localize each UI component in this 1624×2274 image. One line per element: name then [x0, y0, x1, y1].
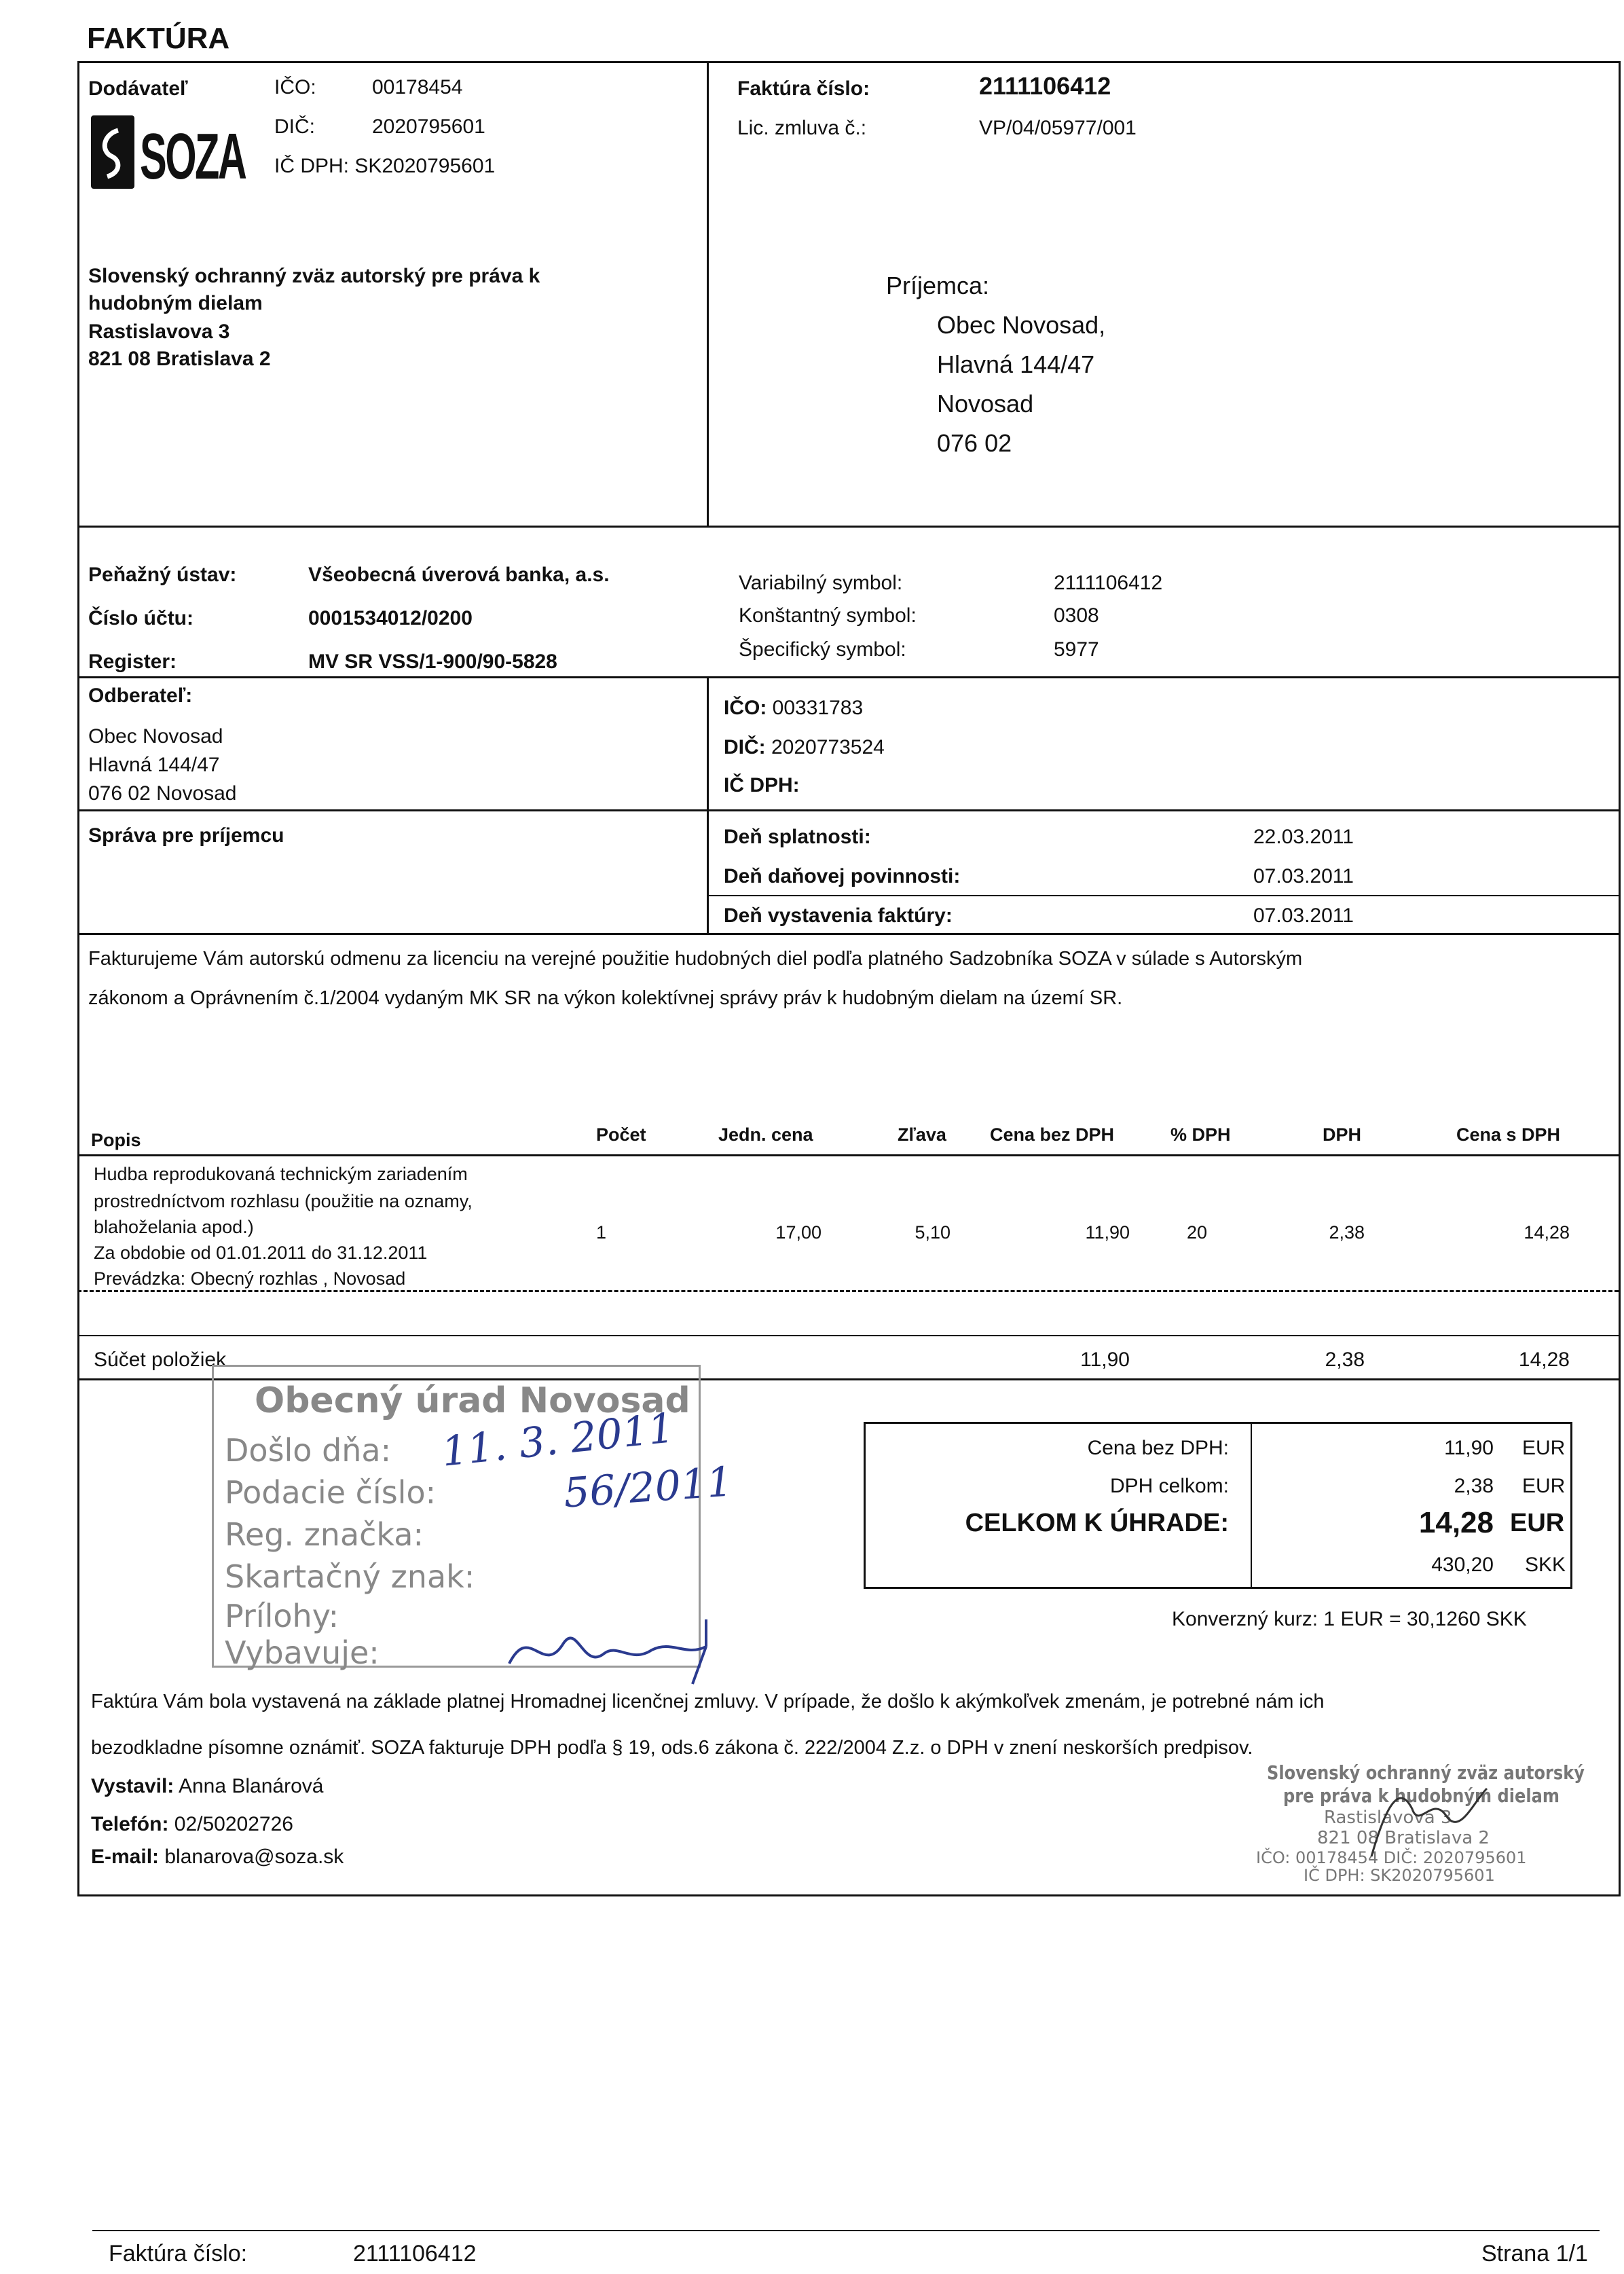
- issued-by-label: Vystavil:: [91, 1775, 174, 1797]
- stamp-office-name: Obecný úrad Novosad: [255, 1380, 690, 1421]
- due-date: 22.03.2011: [1253, 826, 1354, 848]
- company-stamp-line: pre práva k hudobným dielam: [1283, 1784, 1560, 1807]
- item-desc-line: prostredníctvom rozhlasu (použitie na oznamy,: [94, 1191, 473, 1211]
- stamp-shred-label: Skartačný znak:: [225, 1558, 475, 1595]
- col-header-discount: Zľava: [898, 1124, 946, 1145]
- rule: [77, 526, 1619, 528]
- sum-vat: 2,38: [1325, 1349, 1365, 1371]
- table-header-rule: [77, 1154, 1619, 1156]
- message-label: Správa pre príjemcu: [88, 824, 284, 847]
- company-stamp: [1256, 1761, 1585, 1890]
- frame-right: [1619, 61, 1621, 1896]
- intro-text-line1: Fakturujeme Vám autorskú odmenu za licenciu na verejné použitie hudobných diel podľa platného Sadzobníka SOZA v súlade s Autorským: [88, 948, 1303, 970]
- totals-net-label: Cena bez DPH:: [1087, 1437, 1229, 1459]
- sum-net: 11,90: [1080, 1349, 1130, 1371]
- supplier-dic-label: DIČ:: [274, 115, 315, 138]
- footer-note-line2: bezodkladne písomne oznámiť. SOZA fakturuje DPH podľa § 19, ods.6 zákona č. 222/2004 Z.z. o DPH v znení neskorších predpisov.: [91, 1737, 1253, 1759]
- page-footer-number-label: Faktúra číslo:: [109, 2241, 248, 2267]
- customer-line: Hlavná 144/47: [88, 754, 220, 776]
- col-header-net: Cena bez DPH: [990, 1124, 1115, 1145]
- item-discount: 5,10: [915, 1222, 951, 1243]
- company-stamp-line: IČO: 00178454 DIČ: 2020795601: [1256, 1848, 1527, 1867]
- item-desc-line: Hudba reprodukovaná technickým zariadením: [94, 1164, 468, 1184]
- totals-net-currency: EUR: [1522, 1437, 1566, 1459]
- tax-date-label: Deň daňovej povinnosti:: [724, 865, 961, 887]
- supplier-label: Dodávateľ: [88, 77, 188, 100]
- var-symbol: 2111106412: [1054, 572, 1163, 594]
- register-value: MV SR VSS/1-900/90-5828: [308, 650, 557, 673]
- item-gross: 14,28: [1524, 1222, 1570, 1243]
- col-header-unit-price: Jedn. cena: [718, 1124, 813, 1145]
- item-qty: 1: [596, 1222, 607, 1243]
- customer-label: Odberateľ:: [88, 684, 193, 707]
- sum-label: Súčet položiek: [94, 1349, 227, 1371]
- company-stamp-line: 821 08 Bratislava 2: [1317, 1828, 1490, 1848]
- contract-number: VP/04/05977/001: [979, 117, 1137, 139]
- supplier-street: Rastislavova 3: [88, 320, 230, 343]
- phone-label: Telefón:: [91, 1813, 169, 1835]
- item-vat-pct: 20: [1187, 1222, 1208, 1243]
- soza-logo-text: SOZA: [140, 120, 246, 193]
- frame-left: [77, 61, 79, 1896]
- recipient-line: Obec Novosad,: [937, 311, 1106, 339]
- account-label: Číslo účtu:: [88, 607, 193, 629]
- col-header-vat: DPH: [1323, 1124, 1362, 1145]
- total-due-currency: EUR: [1510, 1509, 1565, 1537]
- var-symbol-label: Variabilný symbol:: [739, 572, 903, 594]
- issued-by: Anna Blanárová: [178, 1775, 324, 1797]
- company-signature: [1358, 1768, 1494, 1870]
- total-due-label: CELKOM K ÚHRADE:: [965, 1509, 1229, 1537]
- page-footer-number: 2111106412: [353, 2241, 477, 2267]
- rule: [77, 933, 1619, 935]
- soza-logo-icon: [91, 115, 134, 189]
- rule: [707, 895, 1619, 896]
- account-number: 0001534012/0200: [308, 607, 473, 629]
- col-header-desc: Popis: [91, 1130, 141, 1150]
- stamp-received-label: Došlo dňa:: [225, 1432, 392, 1469]
- col-header-qty: Počet: [596, 1124, 646, 1145]
- email-label: E-mail:: [91, 1846, 160, 1868]
- company-stamp-line: Slovenský ochranný zväz autorský: [1267, 1761, 1585, 1784]
- supplier-name-line2: hudobným dielam: [88, 292, 263, 314]
- bank-name: Všeobecná úverová banka, a.s.: [308, 564, 610, 586]
- invoice-number: 2111106412: [979, 72, 1111, 100]
- recipient-line: 076 02: [937, 429, 1012, 457]
- handwritten-signature: [502, 1616, 733, 1694]
- item-vat: 2,38: [1329, 1222, 1365, 1243]
- customer-line: Obec Novosad: [88, 725, 223, 748]
- document-title: FAKTÚRA: [87, 22, 230, 55]
- company-stamp-line: Rastislavova 3: [1324, 1808, 1452, 1828]
- phone: 02/50202726: [174, 1813, 293, 1835]
- row-separator: [77, 1290, 1619, 1292]
- register-label: Register:: [88, 650, 177, 673]
- stamp-mark-label: Reg. značka:: [225, 1516, 424, 1553]
- recipient-label: Príjemca:: [886, 272, 990, 299]
- issue-date-label: Deň vystavenia faktúry:: [724, 904, 953, 927]
- stamp-reg-no-label: Podacie číslo:: [225, 1474, 437, 1511]
- spec-symbol-label: Špecifický symbol:: [739, 638, 906, 661]
- recipient-line: Novosad: [937, 390, 1034, 418]
- rule: [77, 676, 1619, 678]
- item-desc-line: Prevádzka: Obecný rozhlas , Novosad: [94, 1268, 406, 1289]
- stamp-reg-number: 56/2011: [561, 1458, 735, 1518]
- totals-skk: 430,20: [1431, 1554, 1494, 1576]
- supplier-ico: 00178454: [372, 76, 463, 98]
- issue-date: 07.03.2011: [1253, 904, 1354, 927]
- page-footer-rule: [92, 2230, 1600, 2231]
- frame-bottom: [77, 1894, 1621, 1896]
- supplier-city: 821 08 Bratislava 2: [88, 348, 271, 370]
- rule: [77, 1335, 1619, 1336]
- totals-skk-currency: SKK: [1525, 1554, 1566, 1576]
- totals-vat: 2,38: [1454, 1475, 1494, 1497]
- footer-note-line1: Faktúra Vám bola vystavená na základe platnej Hromadnej licenčnej zmluvy. V prípade, že došlo k akýmkoľvek zmenám, je potrebné nám ich: [91, 1691, 1325, 1712]
- supplier-name-line1: Slovenský ochranný zväz autorský pre práva k: [88, 265, 540, 287]
- stamp-received-date: 11. 3. 2011: [439, 1404, 677, 1476]
- frame-top: [77, 61, 1619, 63]
- stamp-handled-label: Vybavuje:: [225, 1634, 380, 1671]
- totals-net: 11,90: [1444, 1437, 1494, 1459]
- total-due: 14,28: [1418, 1506, 1494, 1539]
- item-desc-line: blahoželania apod.): [94, 1217, 254, 1237]
- conversion-rate: Konverzný kurz: 1 EUR = 30,1260 SKK: [1172, 1608, 1527, 1630]
- col-header-vat-pct: % DPH: [1170, 1124, 1231, 1145]
- top-divider: [707, 61, 709, 527]
- recipient-line: Hlavná 144/47: [937, 350, 1095, 378]
- invoice-number-label: Faktúra číslo:: [737, 77, 870, 100]
- stamp-attachments-label: Prílohy:: [225, 1598, 339, 1634]
- contract-label: Lic. zmluva č.:: [737, 117, 867, 139]
- supplier-dic: 2020795601: [372, 115, 485, 138]
- totals-vat-currency: EUR: [1522, 1475, 1566, 1497]
- due-date-label: Deň splatnosti:: [724, 826, 871, 848]
- supplier-icdph: IČ DPH: SK2020795601: [274, 155, 496, 177]
- item-unit-price: 17,00: [775, 1222, 822, 1243]
- totals-divider: [1251, 1422, 1252, 1587]
- page-indicator: Strana 1/1: [1481, 2241, 1588, 2267]
- totals-vat-label: DPH celkom:: [1109, 1475, 1229, 1497]
- company-stamp-line: IČ DPH: SK2020795601: [1304, 1866, 1495, 1885]
- const-symbol-label: Konštantný symbol:: [739, 604, 917, 627]
- sum-gross: 14,28: [1518, 1349, 1570, 1371]
- col-header-gross: Cena s DPH: [1456, 1124, 1561, 1145]
- supplier-ico-label: IČO:: [274, 76, 316, 98]
- customer-ico-label: IČO:: [724, 697, 767, 719]
- customer-dic-label: DIČ:: [724, 736, 766, 758]
- const-symbol: 0308: [1054, 604, 1099, 627]
- customer-icdph-label: IČ DPH:: [724, 774, 800, 796]
- item-net: 11,90: [1085, 1222, 1130, 1243]
- tax-date: 07.03.2011: [1253, 865, 1354, 887]
- rule: [77, 809, 1619, 811]
- customer-dic: 2020773524: [771, 736, 885, 758]
- email: blanarova@soza.sk: [164, 1846, 344, 1868]
- customer-line: 076 02 Novosad: [88, 782, 237, 805]
- bank-label: Peňažný ústav:: [88, 564, 237, 586]
- item-desc-line: Za obdobie od 01.01.2011 do 31.12.2011: [94, 1243, 428, 1263]
- customer-ico: 00331783: [772, 697, 864, 719]
- spec-symbol: 5977: [1054, 638, 1099, 661]
- intro-text-line2: zákonom a Oprávnením č.1/2004 vydaným MK SR na výkon kolektívnej správy práv k hudobným dielam na území SR.: [88, 987, 1123, 1009]
